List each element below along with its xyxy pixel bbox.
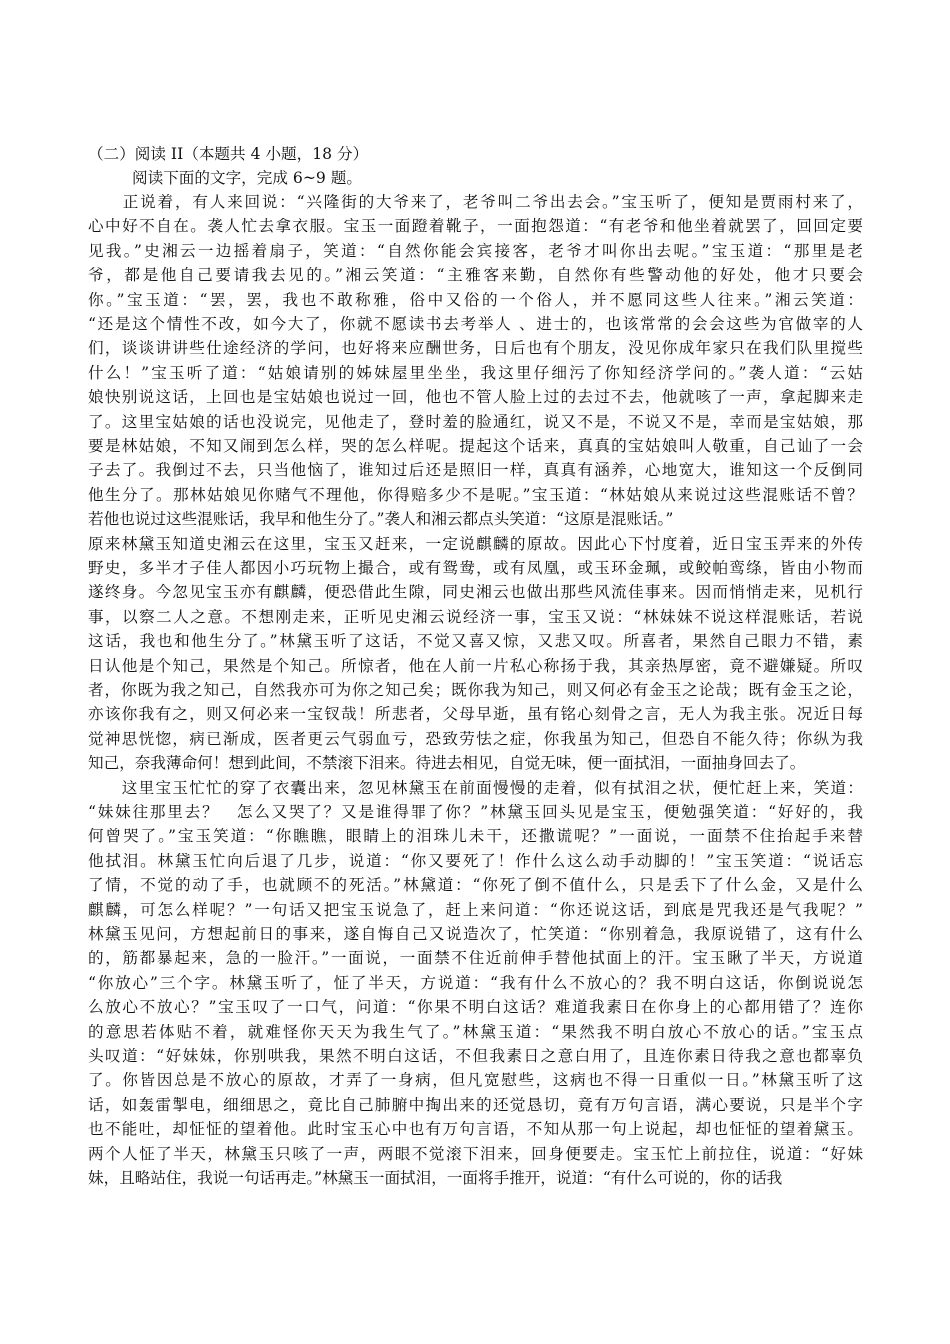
passage-line: 了。你皆因总是不放心的原故，才弄了一身病，但凡宽慰些，这病也不得一日重似一日。”林黛玉听了这 xyxy=(88,1071,863,1090)
passage-line: 他生分了。那林姑娘见你赌气不理他，你得赔多少不是呢。”宝玉道：“林姑娘从来说过这些混账话不曾？ xyxy=(88,485,863,504)
passage-line: 两个人怔了半天，林黛玉只咳了一声，两眼不觉滚下泪来，回身便要走。宝玉忙上前拉住，说道：“好妹 xyxy=(88,1144,863,1163)
passage-line: 要是林姑娘，不知又闹到怎么样，哭的怎么样呢。提起这个话来，真真的宝姑娘叫人敬重，自己讪了一会 xyxy=(88,437,863,455)
passage-line: 遂终身。今忽见宝玉亦有麒麟，便恐借此生隙，同史湘云也做出那些风流佳事来。因而悄悄走来，见机行 xyxy=(88,583,863,602)
passage-line: 子去了。我倒过不去，只当他恼了，谁知过后还是照旧一样，真真有涵养，心地宽大，谁知这一个反倒同 xyxy=(88,461,863,480)
passage-line: 正说着，有人来回说：“兴隆街的大爷来了，老爷叫二爷出去会。”宝玉听了，便知是贾雨村来了， xyxy=(88,193,863,211)
section-heading: （二）阅读 II（本题共 4 小题，18 分） xyxy=(88,145,369,163)
passage-line: 什么！”宝玉听了道：“姑娘请别的姊妹屋里坐坐，我这里仔细污了你知经济学问的。”袭人道：“云姑 xyxy=(88,363,863,382)
passage-line: 了情，不觉的动了手，也就顾不的死活。”林黛道：“你死了倒不值什么，只是丢下了什么金，又是什么 xyxy=(88,876,863,895)
passage-line: 了。这里宝姑娘的话也没说完，见他走了，登时羞的脸通红，说又不是，不说又不是，幸而是宝姑娘，那 xyxy=(88,412,863,431)
passage-line: 心中好不自在。袭人忙去拿衣服。宝玉一面蹬着靴子，一面抱怨道：“有老爷和他坐着就罢了，回回定要 xyxy=(88,217,863,236)
passage-line: 知己，奈我薄命何！想到此间，不禁滚下泪来。待进去相见，自觉无味，便一面拭泪，一面抽身回去了。 xyxy=(88,754,806,773)
passage-line: 娘快别说这话，上回也是宝姑娘也说过一回，他也不管人脸上过的去过不去，他就咳了一声，拿起脚来走 xyxy=(88,388,863,407)
passage-line: 事，以察二人之意。不想刚走来，正听见史湘云说经济一事，宝玉又说：“林妹妹不说这样混账话，若说 xyxy=(88,607,863,626)
passage-line: 这里宝玉忙忙的穿了衣囊出来，忽见林黛玉在前面慢慢的走着，似有拭泪之状，便忙赶上来，笑道： xyxy=(88,778,863,797)
passage-line: 你。”宝玉道：“罢，罢，我也不敢称雅，俗中又俗的一个俗人，并不愿同这些人往来。”湘云笑道： xyxy=(88,290,863,309)
passage-line: “妹妹往那里去？ 怎么又哭了？又是谁得罪了你？”林黛玉回头见是宝玉，便勉强笑道：“好好的，我 xyxy=(88,803,863,821)
passage-line: 爷，都是他自己要请我去见的。”湘云笑道：“主雅客来勤，自然你有些警动他的好处，他才只要会 xyxy=(88,266,863,285)
instruction-text: 阅读下面的文字，完成 6~9 题。 xyxy=(132,169,362,187)
passage-line: 见我。”史湘云一边摇着扇子，笑道：“自然你能会宾接客，老爷才叫你出去呢。”宝玉道：“那里是老 xyxy=(88,241,863,260)
passage-line: 林黛玉见问，方想起前日的事来，遂自悔自己又说造次了，忙笑道：“你别着急，我原说错了，这有什么 xyxy=(88,925,863,943)
passage-line: 他拭泪。林黛玉忙向后退了几步，说道：“你又要死了！作什么这么动手动脚的！”宝玉笑道：“说话忘 xyxy=(88,851,863,870)
passage-line: 何曾哭了。”宝玉笑道：“你瞧瞧，眼睛上的泪珠儿未干，还撒谎呢？”一面说，一面禁不住抬起手来替 xyxy=(88,827,863,846)
passage-line: 原来林黛玉知道史湘云在这里，宝玉又赶来，一定说麒麟的原故。因此心下忖度着，近日宝玉弄来的外传 xyxy=(88,534,863,553)
passage-line: 者，你既为我之知己，自然我亦可为你之知己矣；既你我为知己，则又何必有金玉之论哉；既有金玉之论， xyxy=(88,681,863,699)
passage-line: 头叹道：“好妹妹，你别哄我，果然不明白这话，不但我素日之意白用了，且连你素日待我之意也都辜负 xyxy=(88,1047,863,1065)
passage-line: 野史，多半才子佳人都因小巧玩物上撮合，或有鸳鸯，或有凤凰，或玉环金珮，或鲛帕鸾绦，皆由小物而 xyxy=(88,559,863,577)
passage-line: 话，如轰雷掣电，细细思之，竟比自己肺腑中掏出来的还觉恳切，竟有万句言语，满心要说，只是半个字 xyxy=(88,1095,863,1114)
passage-line: 么放心不放心？”宝玉叹了一口气，问道：“你果不明白这话？难道我素日在你身上的心都用错了？连你 xyxy=(88,998,863,1017)
passage-line: 麒麟，可怎么样呢？”一句话又把宝玉说急了，赶上来问道：“你还说这话，到底是咒我还是气我呢？” xyxy=(88,900,863,919)
passage-line: 们，谈谈讲讲些仕途经济的学问，也好将来应酬世务，日后也有个朋友，没见你成年家只在我们队里搅些 xyxy=(88,339,863,358)
passage-line: 若他也说过这些混账话，我早和他生分了。”袭人和湘云都点头笑道：“这原是混账话。” xyxy=(88,510,674,529)
passage-line: 日认他是个知己，果然是个知己。所惊者，他在人前一片私心称扬于我，其亲热厚密，竟不避嫌疑。所叹 xyxy=(88,656,863,675)
passage-line: 妹，且略站住，我说一句话再走。”林黛玉一面拭泪，一面将手推开，说道：“有什么可说的，你的话我 xyxy=(88,1169,783,1187)
passage-line: 亦该你我有之，则又何必来一宝钗哉！所悲者，父母早逝，虽有铭心刻骨之言，无人为我主张。况近日每 xyxy=(88,705,863,724)
passage-line: 这话，我也和他生分了。”林黛玉听了这话，不觉又喜又惊，又悲又叹。所喜者，果然自己眼力不错，素 xyxy=(88,632,863,651)
passage-line: “你放心”三个字。林黛玉听了，怔了半天，方说道：“我有什么不放心的？我不明白这话，你倒说说怎 xyxy=(88,973,863,992)
passage-line: 的意思若体贴不着，就难怪你天天为我生气了。”林黛玉道：“果然我不明白放心不放心的话。”宝玉点 xyxy=(88,1022,863,1041)
passage-line: 觉神思恍惚，病已渐成，医者更云气弱血亏，恐致劳怯之症，你我虽为知己，但恐自不能久待；你纵为我 xyxy=(88,729,863,748)
passage-line: 的，筋都暴起来，急的一脸汗。”一面说，一面禁不住近前伸手替他拭面上的汗。宝玉瞅了半天，方说道 xyxy=(88,949,863,968)
passage-line: “还是这个情性不改，如今大了，你就不愿读书去考举人 、进士的，也该常常的会会这些为官做宰的人 xyxy=(88,315,863,333)
passage-line: 也不能吐，却怔怔的望着他。此时宝玉心中也有万句言语，不知从那一句上说起，却也怔怔的望着黛玉。 xyxy=(88,1120,863,1139)
